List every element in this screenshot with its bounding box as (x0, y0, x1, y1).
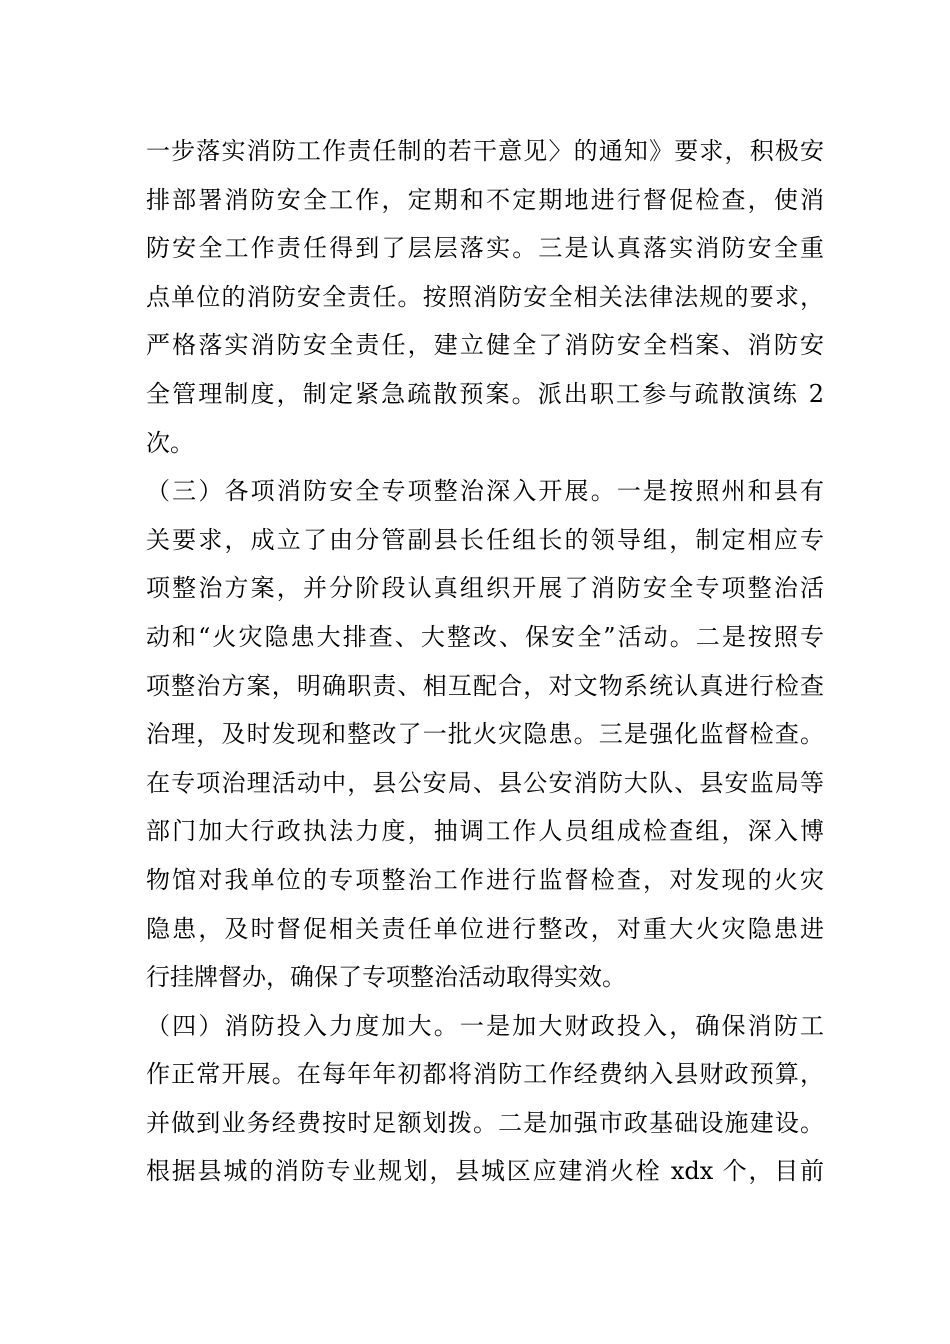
text-line: 排部署消防安全工作，定期和不定期地进行督促检查，使消 (146, 185, 824, 214)
section-heading-line: （四）消防投入力度加大。一是加大财政投入，确保消防工 (146, 1011, 824, 1040)
text-line: 一步落实消防工作责任制的若干意见〉的通知》要求，积极安 (146, 137, 824, 165)
text-line: 根据县城的消防专业规划，县城区应建消火栓 xdx 个，目前 (146, 1157, 824, 1186)
text-line: 物馆对我单位的专项整治工作进行监督检查，对发现的火灾 (146, 865, 824, 894)
text-line: 部门加大行政执法力度，抽调工作人员组成检查组，深入博 (146, 817, 824, 846)
section-heading-line: （三）各项消防安全专项整治深入开展。一是按照州和县有 (146, 477, 824, 506)
body-text (146, 127, 824, 1196)
text-line: 项整治方案，并分阶段认真组织开展了消防安全专项整治活 (146, 574, 824, 603)
text-line: 治理，及时发现和整改了一批火灾隐患。三是强化监督检查。 (146, 720, 824, 749)
text-line: 点单位的消防安全责任。按照消防安全相关法律法规的要求， (146, 282, 824, 311)
text-line: 关要求，成立了由分管副县长任组长的领导组，制定相应专 (146, 525, 824, 554)
text-line: 次。 (146, 428, 194, 457)
text-line: 在专项治理活动中，县公安局、县公安消防大队、县安监局等 (146, 768, 824, 797)
text-line: 项整治方案，明确职责、相互配合，对文物系统认真进行检查 (146, 671, 824, 700)
text-line: 行挂牌督办，确保了专项整治活动取得实效。 (146, 963, 626, 992)
text-line: 并做到业务经费按时足额划拨。二是加强市政基础设施建设。 (146, 1108, 824, 1137)
text-line: 严格落实消防安全责任，建立健全了消防安全档案、消防安 (146, 331, 824, 360)
text-line: 隐患，及时督促相关责任单位进行整改，对重大火灾隐患进 (146, 914, 824, 943)
text-line: 作正常开展。在每年年初都将消防工作经费纳入县财政预算， (146, 1060, 824, 1089)
text-line: 防安全工作责任得到了层层落实。三是认真落实消防安全重 (146, 234, 824, 263)
text-line: 全管理制度，制定紧急疏散预案。派出职工参与疏散演练 2 (146, 379, 824, 408)
text-line: 动和“火灾隐患大排查、大整改、保安全”活动。二是按照专 (146, 622, 824, 651)
